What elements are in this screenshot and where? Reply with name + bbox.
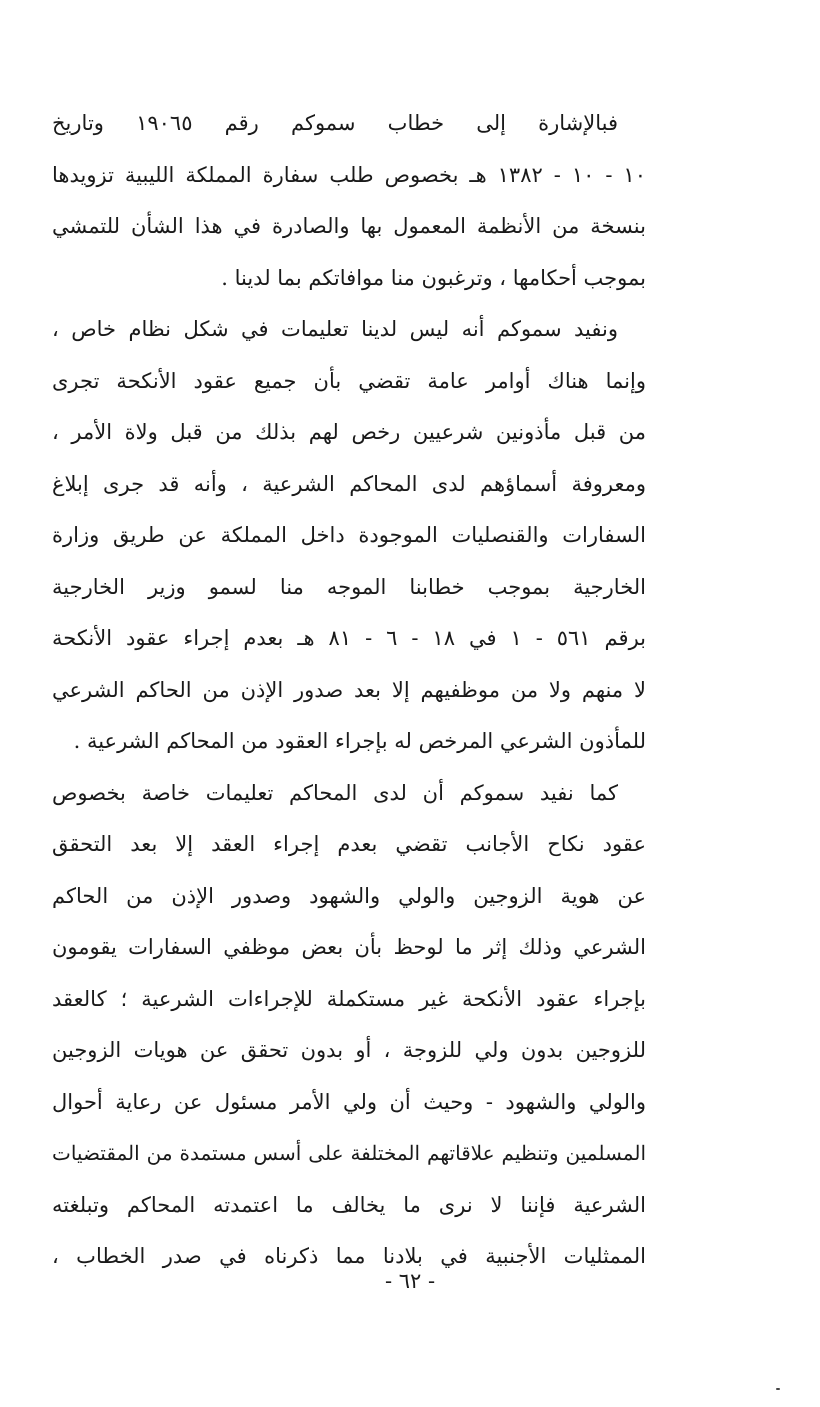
text-line: السفارات والقنصليات الموجودة داخل المملكة عن طريق وزارة	[52, 523, 646, 547]
text-line: برقم ٥٦١ - ١ في ١٨ - ٦ - ٨١ هـ بعدم إجراء عقود الأنكحة	[52, 626, 646, 650]
text-line: بنسخة من الأنظمة المعمول بها والصادرة في هذا الشأن للتمشي	[52, 214, 646, 238]
text-line: عن هوية الزوجين والولي والشهود وصدور الإذن من الحاكم	[52, 883, 646, 908]
text-line: عقود نكاح الأجانب تقضي بعدم إجراء العقد إلا بعد التحقق	[52, 832, 646, 856]
text-line: وإنما هناك أوامر عامة تقضي بأن جميع عقود الأنكحة تجرى	[52, 368, 646, 393]
text-line: الخارجية بموجب خطابنا الموجه منا لسمو وزير الخارجية	[52, 574, 646, 599]
text-line: لا منهم ولا من موظفيهم إلا بعد صدور الإذن من الحاكم الشرعي	[52, 677, 646, 702]
text-line: للمأذون الشرعي المرخص له بإجراء العقود من المحاكم الشرعية .	[73, 729, 646, 753]
text-line: كما نفيد سموكم أن لدى المحاكم تعليمات خاصة بخصوص	[52, 780, 618, 805]
text-line: للزوجين بدون ولي للزوجة ، أو بدون تحقق عن هويات الزوجين	[52, 1038, 646, 1062]
text-line: ومعروفة أسماؤهم لدى المحاكم الشرعية ، وأنه قد جرى إبلاغ	[52, 471, 646, 496]
body-text	[52, 98, 646, 1283]
text-line: المسلمين وتنظيم علاقاتهم المختلفة على أسس مستمدة من المقتضيات	[52, 1141, 646, 1165]
text-line: الممثليات الأجنبية في بلادنا مما ذكرناه في صدر الخطاب ،	[52, 1244, 646, 1268]
text-line: من قبل مأذونين شرعيين رخص لهم بذلك من قبل ولاة الأمر ،	[52, 420, 646, 444]
text-line: الشرعي وذلك إثر ما لوحظ بأن بعض موظفي السفارات يقومون	[52, 935, 646, 959]
text-line: بموجب أحكامها ، وترغبون منا موافاتكم بما لدينا .	[221, 265, 646, 290]
text-line: فبالإشارة إلى خطاب سموكم رقم ١٩٠٦٥ وتاريخ	[52, 111, 619, 135]
text-line: بإجراء عقود الأنكحة غير مستكملة للإجراءات الشرعية ؛ كالعقد	[52, 986, 646, 1011]
page-number: - ٦٢ -	[384, 1269, 436, 1293]
text-line: ١٠ - ١٠ - ١٣٨٢ هـ بخصوص طلب سفارة المملكة الليبية تزويدها	[52, 162, 646, 187]
text-line: والولي والشهود - وحيث أن ولي الأمر مسئول عن رعاية أحوال	[52, 1089, 646, 1114]
text-line: الشرعية فإننا لا نرى ما يخالف ما اعتمدته المحاكم وتبلغته	[52, 1192, 646, 1217]
text-line: ونفيد سموكم أنه ليس لدينا تعليمات في شكل نظام خاص ،	[52, 317, 618, 341]
scan-speck	[776, 1388, 780, 1390]
